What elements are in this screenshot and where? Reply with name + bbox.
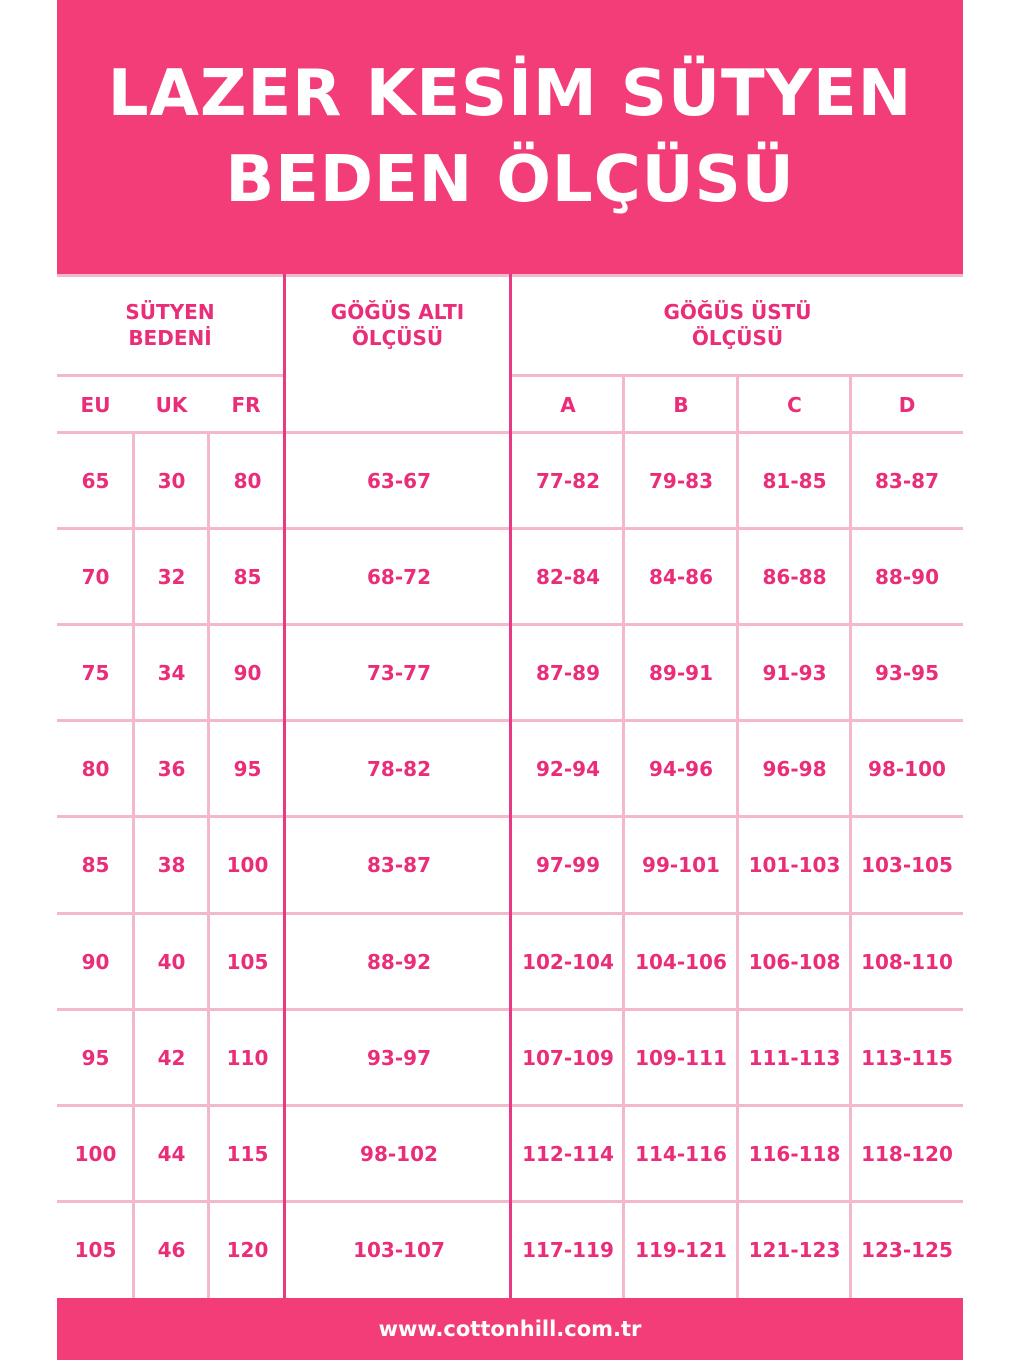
cell-c: 81-85	[762, 469, 827, 494]
cell-uk: 32	[157, 565, 186, 590]
header-underbust-line2: ÖLÇÜSÜ	[351, 326, 444, 350]
cell-d: 103-105	[861, 853, 953, 878]
cell-fr: 85	[233, 565, 262, 590]
grid-line-vertical	[132, 433, 135, 1298]
cell-c: 111-113	[748, 1045, 841, 1070]
cell-fr: 105	[226, 949, 269, 974]
cell-underbust: 98-102	[360, 1141, 438, 1166]
cell-b: 79-83	[649, 469, 713, 494]
cell-fr: 120	[226, 1237, 269, 1262]
cell-a: 87-89	[536, 661, 600, 686]
grid-line-vertical	[622, 374, 625, 1298]
cell-underbust: 88-92	[367, 949, 431, 974]
cell-underbust: 73-77	[367, 661, 431, 686]
cell-a: 112-114	[522, 1141, 614, 1166]
cell-d: 98-100	[868, 757, 946, 782]
cell-b: 94-96	[649, 757, 713, 782]
cell-d: 93-95	[875, 661, 939, 686]
cell-fr: 100	[226, 853, 269, 878]
cell-underbust: 78-82	[367, 757, 431, 782]
header-bra-size-line1: SÜTYEN	[125, 300, 215, 324]
cell-b: 84-86	[649, 565, 713, 590]
cell-b: 119-121	[635, 1237, 727, 1262]
cell-c: 91-93	[762, 661, 827, 686]
header-overbust-line2: ÖLÇÜSÜ	[691, 326, 784, 350]
cell-eu: 90	[81, 949, 110, 974]
cell-c: 116-118	[748, 1141, 841, 1166]
cell-underbust: 103-107	[353, 1237, 445, 1262]
cell-eu: 95	[81, 1045, 110, 1070]
cell-fr: 90	[233, 661, 262, 686]
cell-a: 82-84	[536, 565, 600, 590]
cell-b: 89-91	[649, 661, 713, 686]
cell-b: 104-106	[635, 949, 727, 974]
grid-line-vertical-main	[283, 274, 286, 1298]
subheader-eu: EU	[80, 392, 111, 417]
cell-c: 106-108	[748, 949, 841, 974]
cell-c: 121-123	[748, 1237, 841, 1262]
header-underbust-line1: GÖĞÜS ALTI	[330, 300, 465, 324]
cell-fr: 95	[233, 757, 262, 782]
cell-d: 108-110	[861, 949, 953, 974]
cell-a: 117-119	[522, 1237, 614, 1262]
cell-uk: 46	[157, 1237, 186, 1262]
title-line-1: LAZER KESİM SÜTYEN	[107, 57, 913, 131]
cell-a: 92-94	[536, 757, 600, 782]
grid-line-vertical	[849, 374, 852, 1298]
cell-eu: 70	[81, 565, 110, 590]
cell-b: 114-116	[635, 1141, 727, 1166]
header-overbust	[512, 274, 963, 376]
subheader-uk: UK	[155, 392, 188, 417]
grid-line-vertical	[736, 374, 739, 1298]
cell-d: 118-120	[861, 1141, 953, 1166]
cell-c: 96-98	[762, 757, 827, 782]
header-bra-size-line2: BEDENİ	[128, 326, 212, 350]
cell-underbust: 83-87	[367, 853, 431, 878]
cell-a: 107-109	[522, 1045, 614, 1070]
cell-eu: 75	[81, 661, 110, 686]
cell-underbust: 93-97	[367, 1045, 431, 1070]
grid-line-vertical	[207, 433, 210, 1298]
subheader-b: B	[673, 392, 689, 417]
cell-uk: 34	[157, 661, 186, 686]
cell-a: 77-82	[536, 469, 600, 494]
cell-d: 88-90	[875, 565, 939, 590]
cell-uk: 40	[157, 949, 186, 974]
cell-d: 123-125	[861, 1237, 953, 1262]
subheader-a: A	[560, 392, 576, 417]
cell-d: 83-87	[875, 469, 939, 494]
cell-uk: 36	[157, 757, 186, 782]
subheader-c: C	[787, 392, 802, 417]
subheader-fr: FR	[231, 392, 261, 417]
cell-uk: 44	[157, 1141, 186, 1166]
cell-fr: 80	[233, 469, 262, 494]
cell-c: 101-103	[748, 853, 841, 878]
cell-eu: 100	[74, 1141, 117, 1166]
cell-eu: 65	[81, 469, 110, 494]
title-line-2: BEDEN ÖLÇÜSÜ	[225, 143, 795, 217]
website-url: www.cottonhill.com.tr	[378, 1317, 642, 1341]
cell-fr: 115	[226, 1141, 269, 1166]
cell-eu: 105	[74, 1237, 117, 1262]
grid-line-horizontal	[57, 374, 283, 377]
cell-b: 109-111	[635, 1045, 727, 1070]
title-banner	[57, 0, 963, 274]
cell-uk: 38	[157, 853, 186, 878]
cell-a: 102-104	[522, 949, 614, 974]
cell-fr: 110	[226, 1045, 269, 1070]
cell-underbust: 68-72	[367, 565, 431, 590]
cell-uk: 42	[157, 1045, 186, 1070]
cell-a: 97-99	[536, 853, 600, 878]
header-overbust-line1: GÖĞÜS ÜSTÜ	[663, 300, 812, 324]
size-table	[57, 274, 963, 1298]
cell-c: 86-88	[762, 565, 827, 590]
cell-uk: 30	[157, 469, 186, 494]
cell-b: 99-101	[642, 853, 720, 878]
footer-banner	[57, 1298, 963, 1360]
header-bra-size	[57, 274, 283, 376]
grid-line-vertical-main	[509, 274, 512, 1298]
cell-eu: 85	[81, 853, 110, 878]
cell-eu: 80	[81, 757, 110, 782]
subheader-d: D	[898, 392, 916, 417]
header-underbust	[286, 274, 509, 376]
cell-d: 113-115	[861, 1045, 953, 1070]
size-chart-sheet	[57, 0, 963, 1360]
cell-underbust: 63-67	[367, 469, 431, 494]
